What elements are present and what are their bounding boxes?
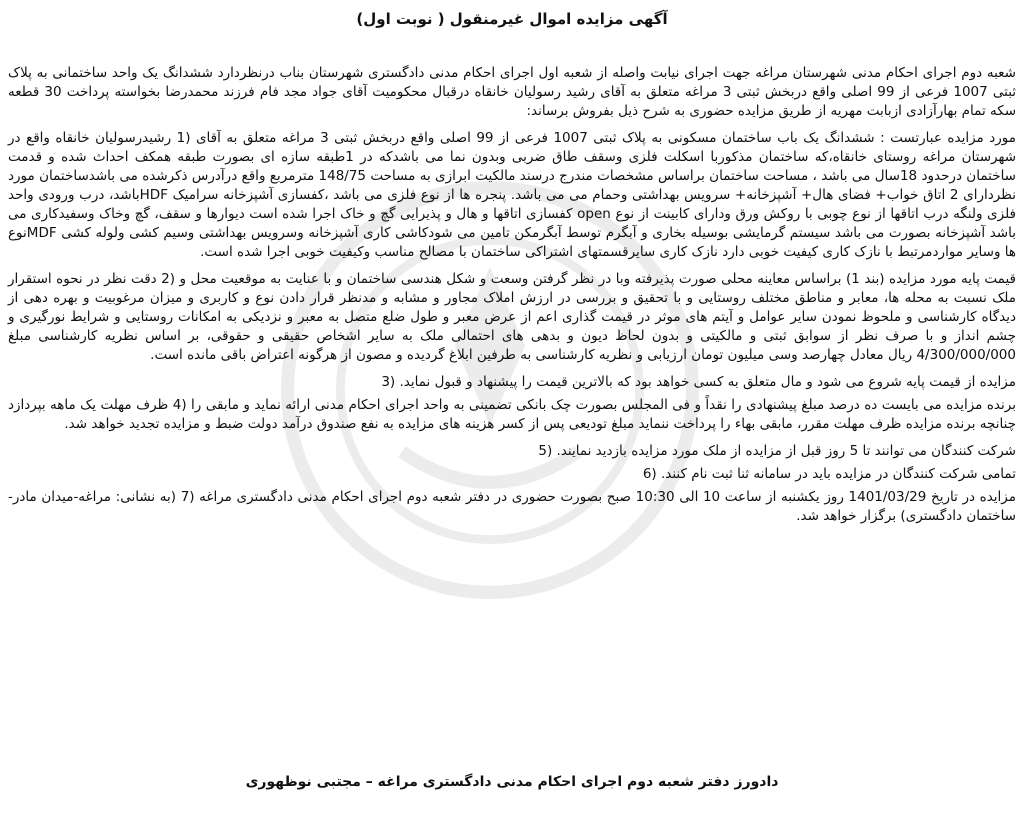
item-2-paragraph: قیمت پایه مورد مزایده (بند 1) براساس معاینه محلی صورت پذیرفته وبا در نظر گرفتن وسعت و شکل هندسی ساختمان و با عنایت به موقعیت محل و (2 دقت نظر در نحوه استقرار ملک نسبت به محله ها، معابر و مناطق مختلف روستایی و با تحقیق و بررسی در ارزش املاک مجاور و مشابه و مدنظر قرار دادن نوع و کاربری و میزان مرغوبیت و بهره دهی از دیدگاه کارشناسی و ملحوظ نمودن سایر عوامل و آیتم های موثر در قیمت گذاری اعم از عرض معبر و طول ضلع متصل به معبر و نزدیکی به امکانات روستایی و شرایط نورگیری و چشم انداز و با صرف نظر از سوابق ثبتی و مالکیتی و بدون لحاظ دیون و بدهی های احتمالی ملک به سایر اشخاص حقیقی و حقوقی، بر اساس نظریه کارشناسی مبلغ 4/300/000/000 ریال معادل چهارصد وسی میلیون تومان ارزیابی و نظریه کارشناسی به طرفین ابلاغ گردیده و مصون از هرگونه اعتراض باقی مانده است. bbox=[8, 271, 1016, 363]
signature-line: دادورز دفتر شعبه دوم اجرای احکام مدنی دادگستری مراغه – مجتبی نوظهوری bbox=[245, 774, 779, 790]
item-3-paragraph: مزایده از قیمت پایه شروع می شود و مال متعلق به کسی خواهد بود که بالاترین قیمت را پیشنهاد و قبول نماید. (3 bbox=[381, 374, 1016, 390]
item-1-paragraph: مورد مزایده عبارتست : ششدانگ یک باب ساختمان مسکونی به پلاک ثبتی 1007 فرعی از 99 اصلی واقع دربخش ثبتی 3 مراغه متعلق به آقای (1 رشیدرسولیان خانقاه واقع در شهرستان مراغه روستای خانقاه،که ساختمان مذکوربا اسکلت فلزی وسقف طاق ضربی وبدون نما می باشدکه در 1طبقه سازه ای بصورت طبقه همکف احداث شده و قدمت ساختمان درحدود 18سال می باشد ، مساحت ساختمان براساس مشخصات مندرج درسند مالکیت ابرازی به مساحت 148/75 مترمربع واقع درآدرس ذکرشده می باشدساختمان مورد نظردارای 2 اتاق خواب+ فضای هال+ آشپزخانه+ سرویس بهداشتی وحمام می می باشد. پنجره ها از نوع فلزی می باشد ،کفسازی آشپزخانه سرامیک HDFباشد، درب ورودی واحد فلزی ولنگه درب اتاقها از نوع چوبی با روکش ورق ودارای کابینت از نوع open کفسازی اتاقها و هال و پذیرایی گچ و خاک اجرا شده است دیوارها و سقف، گچ وخاک وسفیدکاری می باشد آشپزخانه بصورت می باشد سیستم گرمایشی بوسیله بخاری و آبگرم توسط آبگرمکن تامین می شودکاشی کاری آشپزخانه وسرویس بهداشتی وسیم کشی ولوله کشی MDFنوع ها وسایر مواردمرتبط با نازک کاری کیفیت خوبی دارد نازک کاری سایرقسمتهای اشتراکی ساختمان با مصالح مناسب وکیفیت خوبی اجرا شده است. bbox=[8, 130, 1017, 260]
item-6-paragraph: تمامی شرکت کنندگان در مزایده باید در سامانه ثنا ثبت نام کنند. (6 bbox=[642, 466, 1016, 482]
item-5-paragraph: شرکت کنندگان می توانند تا 5 روز قبل از مزایده از ملک مورد مزایده بازدید نمایند. (5 bbox=[538, 443, 1016, 459]
item-7-paragraph: مزایده در تاریخ 1401/03/29 روز یکشنبه از ساعت 10 الی 10:30 صبح بصورت حضوری در دفتر شعبه دوم اجرای احکام مدنی دادگستری مراغه (7 (به نشانی: مراغه-میدان مادر-ساختمان دادگستری) برگزار خواهد شد. bbox=[8, 489, 1016, 524]
intro-paragraph: شعبه دوم اجرای احکام مدنی شهرستان مراغه جهت اجرای نیابت واصله از شعبه اول اجرای احکام مدنی دادگستری شهرستان بناب درنظردارد ششدانگ یک واحد ساختمانی به پلاک ثبتی 1007 فرعی از 99 اصلی واقع دربخش ثبتی 3 مراغه متعلق به آقای رشید رسولیان خانقاه درقبال محکومیت آقای جواد مجد فام فرزند محمدرضا بخواسته پرداخت 30 قطعه سکه تمام بهارآزادی ازبابت مهریه از طریق مزایده حضوری به شرح ذیل بفروش برساند: bbox=[8, 65, 1017, 119]
notice-title: آگهی مزایده اموال غیرمنقول ( نوبت اول) bbox=[356, 10, 668, 28]
notice-body bbox=[8, 64, 1016, 534]
item-4-paragraph: برنده مزایده می بایست ده درصد مبلغ پیشنهادی را نقداً و فی المجلس بصورت چک بانکی تضمینی به واحد اجرای احکام مدنی ارائه نماید و مابقی را (4 ظرف مهلت یک ماهه بپردازد چنانچه برنده مزایده ظرف مهلت مقرر، مابقی بهاء را پرداخت ننماید مبلغ تودیعی پس از کسر هزینه های مزایده به نفع صندوق درآمد دولت ضبط و مزایده تجدید خواهد شد. bbox=[8, 397, 1016, 432]
